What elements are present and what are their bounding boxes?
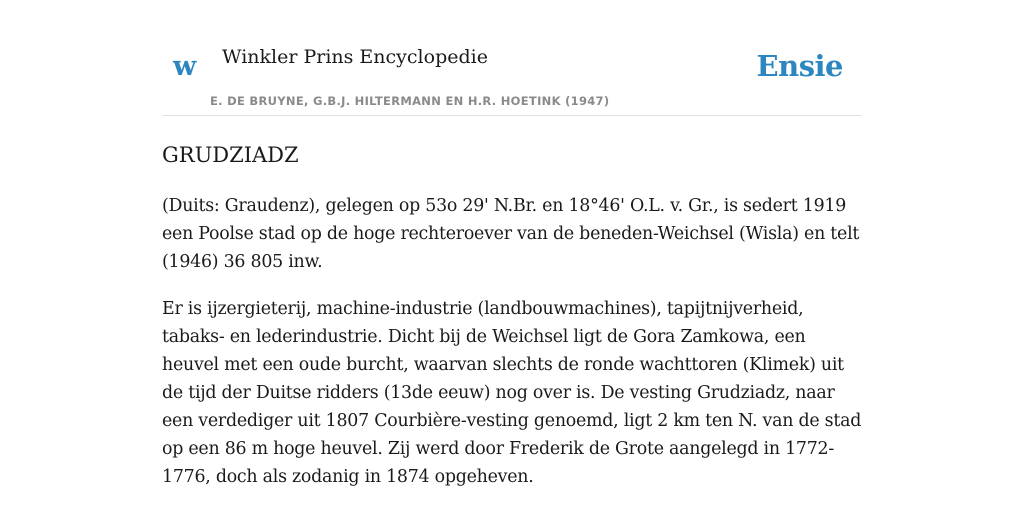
publication-authors: E. DE BRUYNE, G.B.J. HILTERMANN EN H.R. HOETINK (1947) xyxy=(210,94,610,108)
page xyxy=(162,0,862,491)
publication-title[interactable]: Winkler Prins Encyclopedie xyxy=(222,46,488,68)
ensie-logo-link[interactable]: Ensie xyxy=(756,49,843,83)
publication-logo[interactable]: w xyxy=(173,51,197,82)
entry-paragraph: (Duits: Graudenz), gelegen op 53o 29' N.Br. en 18°46' O.L. v. Gr., is sedert 1919 een Poolse stad op de hoge rechteroever van de beneden-Weichsel (Wisla) en telt (1946) 36 805 inw. xyxy=(162,196,860,273)
entry-paragraph: Er is ijzergieterij, machine-industrie (landbouwmachines), tapijtnijverheid, tabaks- en lederindustrie. Dicht bij de Weichsel ligt de Gora Zamkowa, een heuvel met een oude burcht, waarvan slechts de ronde wachttoren (Klimek) uit de tijd der Duitse ridders (13de eeuw) nog over is. De vesting Grudziadz, naar een verdediger uit 1807 Courbière-vesting genoemd, ligt 2 km ten N. van de stad op een 86 m hoge heuvel. Zij werd door Frederik de Grote aangelegd in 1772-1776, doch als zodanig in 1874 opgeheven. xyxy=(162,299,862,488)
header xyxy=(162,0,862,116)
entry-title: GRUDZIADZ xyxy=(162,143,299,167)
